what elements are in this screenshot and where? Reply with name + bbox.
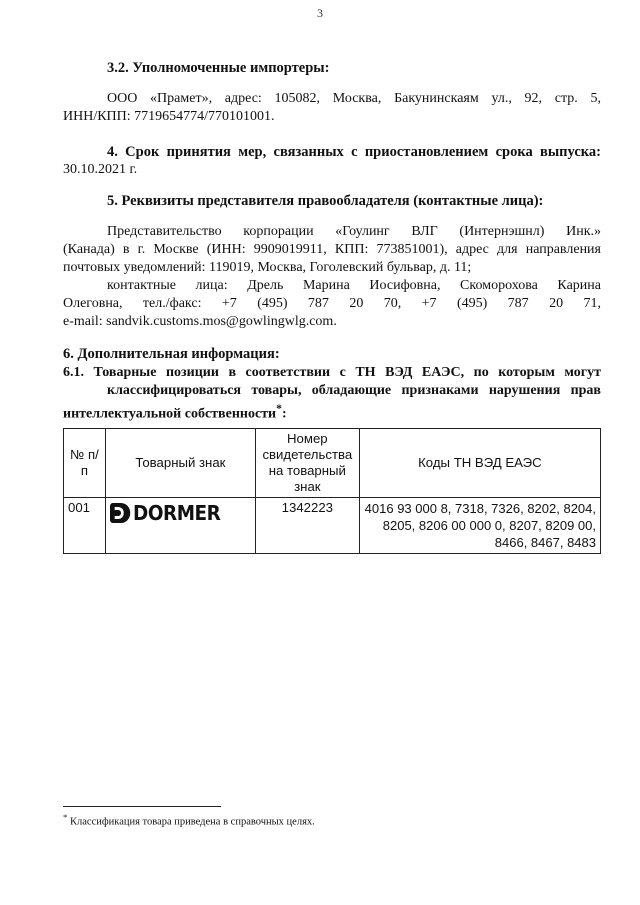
rep-email-line: e-mail: sandvik.customs.mos@gowlingwlg.com. [63,314,337,329]
importer-line-2: ИНН/КПП: 7719654774/770101001. [63,109,275,124]
section-6-1-line-1: 6.1. Товарные позиции в соответствии с ТН ВЭД ЕАЭС, по которым могут [63,365,601,380]
table-row [64,498,601,554]
suspension-date: 30.10.2021 г. [63,162,138,177]
rep-line-2: (Канада) в г. Москве (ИНН: 9909019911, КПП: 773851001), адрес для направления [63,242,601,257]
section-5-heading: 5. Реквизиты представителя правообладателя (контактные лица): [107,193,544,209]
rep-line-4: контактные лица: Дрель Марина Иосифовна, Скоморохова Карина [107,278,601,293]
footnote [63,812,315,828]
dormer-logo-text: DORMER [132,501,221,525]
trademark-table [63,428,601,554]
rep-line-5: Олеговна, тел./факс: +7 (495) 787 20 70, +7 (495) 787 20 71, [63,296,601,311]
page-number: 3 [317,6,323,20]
importer-line-1: ООО «Прамет», адрес: 105082, Москва, Бакунинскаям ул., 92, стр. 5, [107,91,601,106]
section-6-1-line-2: классифицироваться товары, обладающие признаками нарушения прав [107,383,601,398]
header-certificate: Номер свидетельства на товарный знак [255,429,359,498]
section-4 [63,143,601,179]
section-6-1-line-3-text: интеллектуальной собственности [63,406,277,422]
row-num: 001 [64,498,106,554]
section-3-2-body [63,90,601,126]
dormer-logo-mark-icon [110,503,130,523]
header-codes: Коды ТН ВЭД ЕАЭС [359,429,600,498]
header-trademark: Товарный знак [105,429,255,498]
header-num: № п/п [64,429,106,498]
section-6-heading: 6. Дополнительная информация: [63,346,280,362]
section-4-heading: 4. Срок принятия мер, связанных с приостановлением срока выпуска: [107,144,601,160]
rep-line-1: Представительство корпорации «Гоулинг ВЛГ (Интернэшнл) Инк.» [107,224,601,239]
footnote-mark: * [63,812,68,822]
footnote-text: Классификация товара приведена в справочных целях. [70,816,315,828]
row-codes: 4016 93 000 8, 7318, 7326, 8202, 8204, 8205, 8206 00 000 0, 8207, 8209 00, 8466, 8467, 8483 [359,498,600,554]
section-6-1-colon: : [281,406,287,422]
section-3-2-heading: 3.2. Уполномоченные импортеры: [107,60,330,76]
footnote-separator [63,806,221,807]
section-6-1 [63,364,601,424]
section-5-body [63,223,601,331]
row-trademark-cell [105,498,255,554]
rep-line-3: почтовых уведомлений: 119019, Москва, Гоголевский бульвар, д. 11; [63,260,472,275]
dormer-logo [110,501,220,525]
section-6-1-line-3 [63,400,601,424]
table-header-row [64,429,601,498]
footnote-ref: * [276,402,282,415]
row-certificate: 1342223 [255,498,359,554]
